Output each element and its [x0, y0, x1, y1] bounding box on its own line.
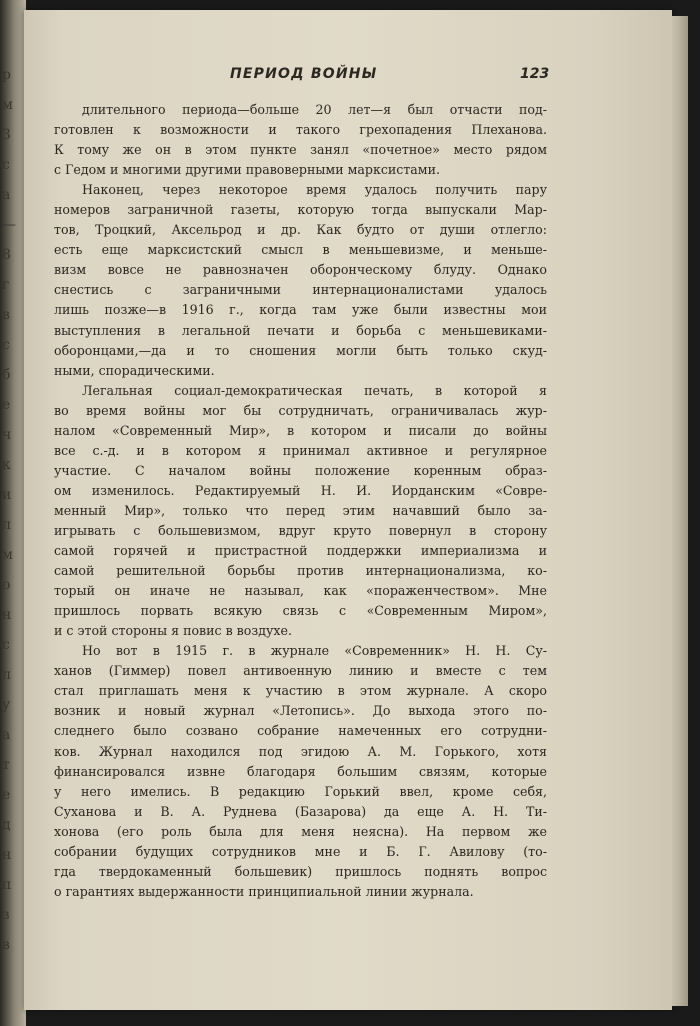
left-page-fragment: ч	[2, 427, 12, 443]
text-line: визм вовсе не равнозначен оборонческому блуду. Однако	[54, 262, 547, 278]
left-page-fragment: м	[2, 97, 13, 113]
text-line: Наконец, через некоторое время удалось получить пару	[82, 182, 547, 198]
left-page-fragment: л	[2, 667, 11, 683]
left-page-fragment: л	[2, 517, 11, 533]
left-page-fragment: в	[2, 307, 10, 323]
text-line: длительного периода—больше 20 лет—я был отчасти под-	[82, 102, 547, 117]
left-page-fragment: с	[2, 637, 10, 653]
text-line: с Гедом и многими другими правоверными марксистами.	[54, 162, 441, 178]
text-line: возник и новый журнал «Летопись». До выхода этого по-	[54, 703, 547, 719]
text-line: оборонцами,—да и то сношения могли быть только скуд-	[54, 342, 547, 358]
left-page-fragment: с	[2, 337, 10, 353]
page-stack-edge	[672, 16, 688, 1006]
left-page-fragment: —	[2, 217, 16, 233]
left-page-fragment: н	[2, 847, 12, 863]
left-page-fragment: а	[2, 187, 11, 203]
left-page-fragment: р	[2, 67, 11, 83]
text-line: самой решительной борьбы против интернационализма, ко-	[54, 563, 547, 579]
text-line: гда твердокаменный большевик) пришлось поднять вопрос	[54, 863, 547, 879]
text-line: ными, спорадическими.	[54, 362, 215, 378]
text-line: собрании будущих сотрудников мне и Б. Г. Авилову (то-	[54, 843, 547, 859]
page-header	[24, 66, 672, 90]
paragraph	[54, 180, 547, 380]
text-line: выступления в легальной печати и борьба с меньшевиками-	[54, 322, 547, 338]
text-line: снестись с заграничными интернационалистами удалось	[54, 282, 547, 298]
text-line: есть еще марксистский смысл в меньшевизме, и меньше-	[54, 242, 547, 258]
paragraph	[54, 100, 547, 180]
text-line: стал приглашать меня к участию в этом журнале. А скоро	[54, 683, 547, 699]
left-page-fragment: е	[2, 397, 11, 413]
left-page-fragment: а	[2, 727, 11, 743]
left-page-fragment: б	[2, 367, 11, 383]
text-line: самой горячей и пристрастной поддержки империализма и	[54, 543, 547, 559]
left-page-fragment: 3	[2, 127, 11, 143]
left-page-fragment: 8	[2, 247, 11, 263]
text-line: Но вот в 1915 г. в журнале «Современник» Н. Н. Су-	[82, 643, 547, 659]
left-page-fragment: г	[2, 277, 10, 293]
left-page-fragment: п	[2, 877, 12, 893]
text-line: следнего было созвано собрание намеченных его сотрудни-	[54, 723, 547, 739]
left-page-fragment: у	[2, 697, 11, 713]
text-line: участие. С началом войны положение коренным образ-	[54, 462, 547, 478]
left-page-text-fragments	[0, 60, 22, 960]
left-page-edge	[0, 0, 26, 1026]
paragraph	[54, 381, 547, 642]
text-line: все с.-д. и в котором я принимал активное и регулярное	[54, 442, 547, 458]
page-number: 123	[520, 66, 550, 82]
left-page-fragment: н	[2, 607, 12, 623]
text-line: менный Мир», только что перед этим начавший было за-	[54, 502, 547, 518]
text-line: тов, Троцкий, Аксельрод и др. Как будто от души отлегло:	[54, 222, 547, 238]
text-line: игрывать с большевизмом, вдруг круто повернул в сторону	[54, 522, 547, 538]
left-page-fragment: з	[2, 907, 10, 923]
left-page-fragment: м	[2, 547, 13, 563]
text-line: и с этой стороны я повис в воздухе.	[54, 623, 292, 639]
text-line: во время войны мог бы сотрудничать, ограничивалась жур-	[54, 402, 547, 418]
left-page-fragment: д	[2, 817, 11, 833]
text-line: ков. Журнал находился под эгидою А. М. Горького, хотя	[54, 743, 547, 759]
text-line: номеров заграничной газеты, которую тогда выпускали Мар-	[54, 202, 547, 218]
left-page-fragment: о	[2, 577, 11, 593]
body-text	[54, 100, 547, 902]
paragraph	[54, 641, 547, 902]
book-page	[24, 10, 672, 1010]
text-line: Легальная социал-демократическая печать, в которой я	[82, 382, 547, 398]
text-line: о гарантиях выдержанности принципиальной линии журнала.	[54, 883, 474, 899]
text-line: лишь позже—в 1916 г., когда там уже были известны мои	[54, 302, 547, 318]
text-line: ханов (Гиммер) повел антивоенную линию и вместе с тем	[54, 663, 547, 679]
text-line: пришлось порвать всякую связь с «Современным Миром»,	[54, 603, 547, 619]
running-head: ПЕРИОД ВОЙНЫ	[230, 66, 378, 82]
text-line: у него имелись. В редакцию Горький ввел, кроме себя,	[54, 783, 547, 799]
text-line: К тому же он в этом пункте занял «почетное» место рядом	[54, 142, 547, 158]
left-page-fragment: и	[2, 487, 12, 503]
text-line: хонова (его роль была для меня неясна). На первом же	[54, 823, 547, 839]
text-line: налом «Современный Мир», в котором и писали до войны	[54, 422, 547, 438]
text-line: готовлен к возможности и такого грехопадения Плеханова.	[54, 122, 547, 138]
left-page-fragment: т	[2, 757, 10, 773]
text-line: финансировался извне благодаря большим связям, которые	[54, 763, 547, 779]
text-line: ом изменилось. Редактируемый Н. И. Иорданским «Совре-	[54, 482, 547, 498]
left-page-fragment: к	[2, 457, 11, 473]
text-line: торый он иначе не называл, как «пораженчеством». Мне	[54, 583, 547, 599]
left-page-fragment: в	[2, 937, 10, 953]
text-line: Суханова и В. А. Руднева (Базарова) да еще А. Н. Ти-	[54, 803, 547, 819]
left-page-fragment: с	[2, 157, 10, 173]
left-page-fragment: е	[2, 787, 11, 803]
